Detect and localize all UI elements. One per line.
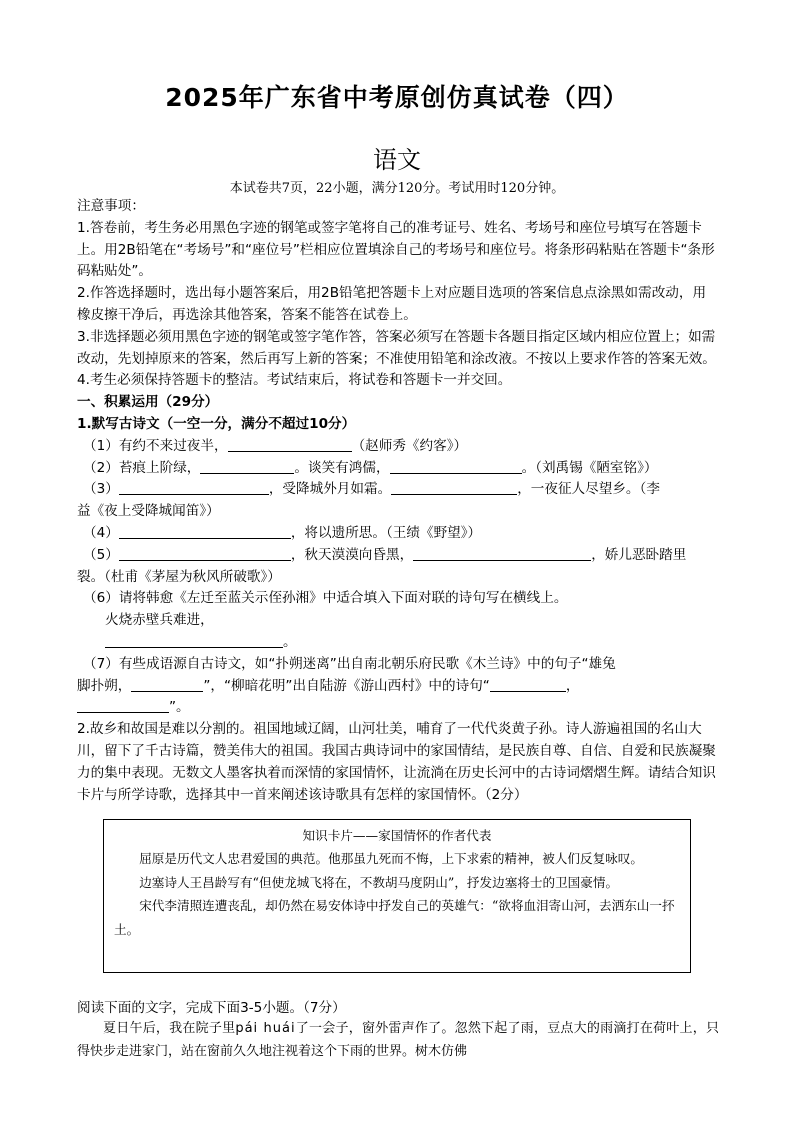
answer-blank[interactable] [105, 633, 283, 648]
text-segment: ”。 [169, 699, 190, 716]
answer-blank[interactable] [131, 677, 203, 692]
answer-blank[interactable] [119, 546, 291, 561]
question-1-stem: 1.默写古诗文（一空一分，满分不超过10分） [77, 415, 356, 432]
text-segment: 。（刘禹锡《陋室铭》） [521, 459, 658, 476]
exam-title: 2025年广东省中考原创仿真试卷（四） [165, 83, 629, 112]
answer-blank[interactable] [119, 524, 291, 539]
text-segment: （赵师秀《约客》） [351, 437, 468, 454]
text-segment: 。 [283, 633, 297, 650]
answer-blank[interactable] [390, 459, 522, 474]
answer-blank[interactable] [413, 546, 591, 561]
text-segment: ，秋天漠漠向昏黑， [290, 546, 414, 563]
answer-blank[interactable] [77, 698, 169, 713]
q1-item-2 [77, 458, 719, 480]
q1-item-3-cont: 益《夜上受降城闻笛》） [77, 503, 220, 520]
text-segment: ，一夜征人尽望乡。（李 [517, 481, 660, 498]
text-segment: ”，“柳暗花明”出自陆游《游山西村》中的诗句“ [203, 677, 490, 694]
card-title: 知识卡片——家国情怀的作者代表 [302, 828, 492, 843]
pinyin-word: pái huái [235, 1021, 296, 1036]
passage-text: 了一会子，窗外雷声作了。忽然下起了雨，豆点大的雨滴打在荷叶上，只得快步走进家门，站在窗前久久地注视着这个下雨的世界。树木仿佛 [77, 1021, 719, 1059]
exam-intro: 本试卷共7页，22小题，满分120分。考试用时120分钟。 [229, 181, 565, 196]
text-segment: 脚扑朔， [77, 677, 132, 694]
q1-item-5 [77, 545, 719, 567]
card-paragraph-2: 边塞诗人王昌龄写有“但使龙城飞将在，不教胡马度阴山”，抒发边塞将士的卫国豪情。 [139, 874, 619, 890]
card-paragraph-1: 屈原是历代文人忠君爱国的典范。他那虽九死而不悔，上下求索的精神，被人们反复咏叹。 [139, 851, 643, 867]
reading-passage [77, 1018, 719, 1063]
section-heading: 一、积累运用（29分） [77, 394, 219, 411]
subject-title: 语文 [373, 146, 421, 174]
text-segment: ，将以遗所思。（王绩《野望》） [290, 524, 482, 541]
couplet-line: 火烧赤壁兵难进， [105, 612, 214, 629]
q1-item-5-cont: 裂。（杜甫《茅屋为秋风所破歌》） [77, 568, 281, 585]
answer-blank[interactable] [119, 480, 269, 495]
q1-item-1 [77, 436, 719, 458]
answer-blank[interactable] [490, 677, 566, 692]
q1-item-6-answer [77, 632, 719, 654]
text-segment: （4） [83, 524, 119, 541]
note-item-4: 4.考生必须保持答题卡的整洁。考试结束后，将试卷和答题卡一并交回。 [77, 372, 512, 389]
card-paragraph-3: 宋代李清照连遭丧乱，却仍然在易安体诗中抒发自己的英雄气：“欲将血泪寄山河，去洒东山一抔土。 [114, 898, 675, 937]
q1-item-3 [77, 479, 719, 501]
text-segment: ，受降城外月如霜。 [268, 481, 392, 498]
text-segment: （3） [83, 481, 119, 498]
q1-item-4 [77, 523, 719, 545]
answer-blank[interactable] [391, 480, 517, 495]
text-segment: （1）有约不来过夜半， [83, 437, 228, 454]
note-item-2: 2.作答选择题时，选出每小题答案后，用2B铅笔把答题卡上对应题目选项的答案信息点涂黑如需改动，用橡皮擦干净后，再选涂其他答案，答案不能答在试卷上。 [77, 285, 707, 323]
question-2: 2.故乡和故国是难以分割的。祖国地域辽阔，山河壮美，哺育了一代代炎黄子孙。诗人游遍祖国的名山大川，留下了千古诗篇，赞美伟大的祖国。我国古典诗词中的家国情结，是民族自尊、自信、自爱和民族凝聚力的集中表现。无数文人墨客执着而深情的家国情怀，让流淌在历史长河中的古诗词熠熠生辉。请结合知识卡片与所学诗歌，选择其中一首来阐述该诗歌具有怎样的家国情怀。（2分） [77, 721, 716, 803]
passage-text: 夏日午后，我在院子里 [103, 1021, 236, 1036]
note-item-1: 1.答卷前，考生务必用黑色字迹的钢笔或签字笔将自己的准考证号、姓名、考场号和座位号填写在答题卡上。用2B铅笔在“考场号”和“座位号”栏相应位置填涂自己的考场号和座位号。将条形码粘贴在答题卡“条形码粘贴处”。 [77, 219, 715, 280]
q1-item-7-end [77, 697, 719, 719]
q1-item-7-cont [77, 676, 719, 698]
notes-heading: 注意事项： [77, 198, 145, 214]
answer-blank[interactable] [200, 459, 294, 474]
answer-blank[interactable] [228, 437, 352, 452]
q1-item-6: （6）请将韩愈《左迁至蓝关示侄孙湘》中适合填入下面对联的诗句写在横线上。 [83, 590, 568, 607]
q1-item-7: （7）有些成语源自古诗文，如“扑朔迷离”出自南北朝乐府民歌《木兰诗》中的句子“雄兔 [83, 655, 616, 672]
reading-section [77, 997, 719, 1019]
knowledge-card [103, 819, 691, 973]
text-segment: ， [565, 677, 580, 694]
text-segment: 。谈笑有鸿儒， [294, 459, 390, 476]
note-item-3: 3.非选择题必须用黑色字迹的钢笔或签字笔作答，答案必须写在答题卡各题目指定区域内相应位置上；如需改动，先划掉原来的答案，然后再写上新的答案；不准使用铅笔和涂改液。不按以上要求作答的答案无效。 [77, 328, 716, 367]
reading-instruction: 阅读下面的文字，完成下面3-5小题。（7分） [77, 1000, 346, 1016]
text-segment: ，娇儿恶卧踏里 [591, 546, 687, 563]
text-segment: （5） [83, 546, 119, 563]
text-segment: （2）苔痕上阶绿， [83, 459, 201, 476]
exam-body [77, 196, 719, 806]
